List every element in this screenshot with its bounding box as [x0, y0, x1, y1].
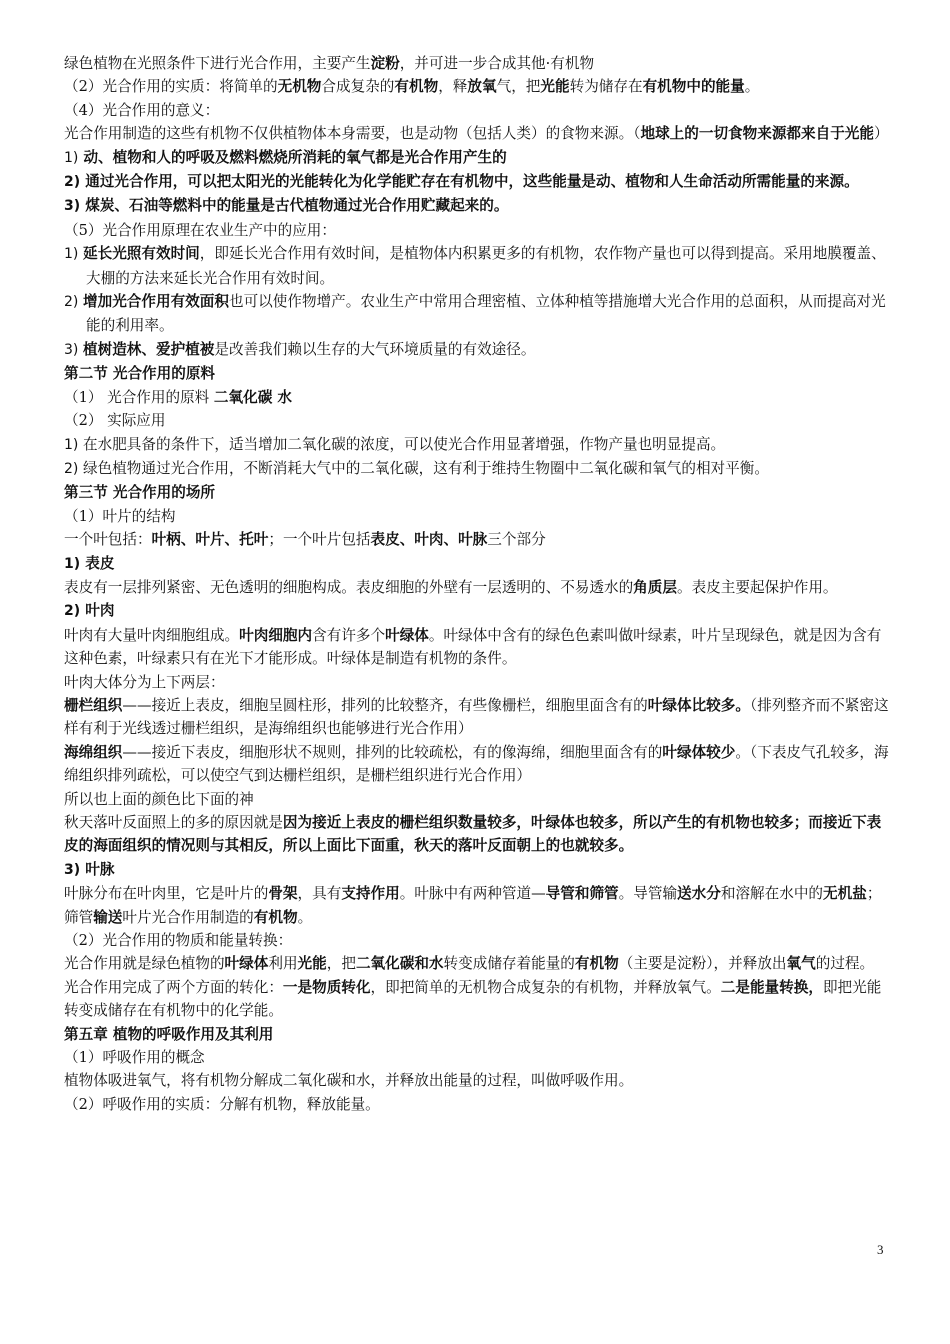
text-run: 1) [64, 246, 79, 263]
text-run: 2) [64, 460, 79, 477]
bold-text: 淀粉 [370, 55, 400, 72]
text-run: 1) [64, 149, 79, 166]
text-run: 光合作用完成了两个方面的转化： [64, 978, 283, 996]
text-run: （主要是淀粉），并释放出 [618, 955, 787, 973]
text-run: 的过程。 [815, 955, 875, 973]
paragraph-line [64, 457, 890, 481]
text-run: （4）光合作用的意义： [64, 101, 220, 119]
paragraph-line [64, 362, 890, 385]
bold-text: 光能 [297, 955, 327, 973]
paragraph-line [64, 146, 890, 170]
text-run: （1）呼吸作用的概念 [64, 1049, 205, 1067]
paragraph-line [64, 528, 890, 551]
text-run: 叶肉有大量叶肉细胞组成。 [64, 626, 240, 644]
paragraph-line [64, 242, 890, 290]
bold-text: 1) [64, 555, 81, 572]
bold-text: 2) [64, 174, 81, 191]
bold-text: 煤炭、石油等燃料中的能量是古代植物通过光合作用贮藏起来的。 [80, 197, 509, 215]
text-run: 转为储存在 [569, 78, 643, 96]
text-run: 和溶解在水中的 [720, 885, 824, 903]
bold-text: 3) [64, 861, 81, 878]
text-run: （1）叶片的结构 [64, 507, 176, 525]
bold-text: 因为接近上表皮的栅栏组织数量较多，叶绿体也较多，所以产生的有机物也较多；而接近下表皮的海面组织的情况则与其相反，所以上面比下面重，秋天的落叶反面朝上的也就较多。 [64, 814, 882, 855]
text-run: 光合作用就是绿色植物的 [64, 955, 225, 973]
text-run: 即把光能转变成储存在有机物中的化学能。 [64, 978, 882, 1020]
paragraph-line [64, 929, 890, 952]
bold-text: 光能 [540, 78, 570, 96]
bold-text: 二氧化碳 水 [213, 388, 292, 406]
text-run: ） [873, 125, 889, 143]
bold-text: 一是物质转化 [282, 978, 371, 996]
text-run: 表皮有一层排列紧密、无色透明的细胞构成。表皮细胞的外壁有一层透明的、不易透水的 [64, 578, 634, 596]
paragraph-line [64, 952, 890, 975]
text-run: （1） 光合作用的原料 [64, 388, 214, 406]
text-run: 利用 [268, 955, 298, 973]
paragraph-line [64, 624, 890, 671]
bold-text: 无机盐 [823, 885, 867, 903]
text-run: 。导管输 [618, 885, 678, 903]
paragraph-line [64, 99, 890, 122]
bold-text: 叶绿体比较多。 [647, 696, 750, 714]
paragraph-line [64, 409, 890, 432]
paragraph-line [64, 552, 890, 576]
bold-text: 延长光照有效时间 [83, 245, 200, 263]
paragraph-line [64, 976, 890, 1023]
text-run: 。（下表皮气孔较多，海绵组织排列疏松，可以使空气到达栅栏组织，是栅栏组织进行光合作用） [64, 743, 889, 785]
text-run: 叶片光合作用制造的 [122, 908, 254, 926]
text-run: 3) [64, 341, 79, 358]
text-run: （排列整齐而不紧密这样有利于光线透过栅栏组织，是海绵组织也能够进行光合作用） [64, 696, 889, 738]
text-run: ，把 [326, 955, 356, 973]
bold-text: 第五章 植物的呼吸作用及其利用 [64, 1025, 274, 1043]
bold-text: 表皮 [80, 554, 115, 572]
text-run: 三个部分 [487, 531, 546, 549]
page-number: 3 [877, 1242, 884, 1257]
text-run: 秋天落叶反面照上的多的原因就是 [64, 814, 283, 831]
text-run: （5）光合作用原理在农业生产中的应用： [64, 221, 336, 239]
text-run: 含有许多个 [312, 626, 386, 644]
bold-text: 氧气 [786, 955, 816, 973]
text-run: ，即延长光合作用有效时间，是植物体内积累更多的有机物，农作物产量也可以得到提高。采用地膜覆盖、大棚的方法来延长光合作用有效时间。 [86, 245, 886, 287]
bold-text: 增加光合作用有效面积 [83, 293, 229, 311]
bold-text: 通过光合作用，可以把太阳光的光能转化为化学能贮存在有机物中，这些能量是动、植物和人生命活动所需能量的来源。 [80, 173, 859, 191]
paragraph-line [64, 52, 890, 75]
bold-text: 送水分 [677, 885, 721, 903]
bold-text: 叶柄、叶片、托叶 [151, 531, 269, 549]
document-page [64, 52, 890, 1116]
text-run: （2）光合作用的物质和能量转换： [64, 932, 293, 950]
text-run: （2）光合作用的实质：将简单的 [64, 78, 278, 96]
bold-text: 叶绿体较少 [662, 743, 736, 761]
text-run: 。 [744, 78, 760, 96]
bold-text: 叶绿体 [385, 626, 429, 644]
bold-text: 二是能量转换， [720, 978, 823, 996]
paragraph-line [64, 858, 890, 882]
paragraph-line [64, 882, 890, 929]
text-run: 植物体吸进氧气，将有机物分解成二氧化碳和水，并释放出能量的过程，叫做呼吸作用。 [64, 1072, 634, 1090]
bold-text: 叶绿体 [224, 955, 269, 973]
paragraph-line [64, 219, 890, 242]
paragraph-line [64, 290, 890, 338]
bold-text: 有机物 [574, 955, 619, 973]
text-run: 所以也上面的颜色比下面的神 [64, 790, 254, 808]
text-run: ，并可进一步合成其他·有机物 [399, 55, 595, 72]
bold-text: 叶肉 [80, 602, 115, 620]
bold-text: 第三节 光合作用的场所 [64, 484, 216, 502]
text-run: 合成复杂的 [321, 78, 395, 96]
bold-text: 无机物 [277, 78, 322, 96]
paragraph-line [64, 671, 890, 694]
text-run: 一个叶包括： [64, 531, 152, 549]
bold-text: 表皮、叶肉、叶脉 [370, 531, 488, 549]
paragraph-line [64, 170, 890, 194]
bold-text: 栅栏组织 [64, 696, 123, 714]
text-run: 1) [64, 436, 79, 453]
text-run: 在水肥具备的条件下，适当增加二氧化碳的浓度，可以使光合作用显著增强，作物产量也明显提高。 [78, 435, 726, 453]
bold-text: 2) [64, 603, 81, 620]
bold-text: 二氧化碳和水 [355, 955, 444, 973]
paragraph-line [64, 576, 890, 599]
text-run: 。 [297, 908, 313, 926]
text-run: 叶脉分布在叶肉里，它是叶片的 [64, 885, 269, 903]
bold-text: 有机物中的能量 [642, 78, 745, 96]
text-run: （2） 实际应用 [64, 412, 166, 430]
bold-text: 叶肉细胞内 [239, 626, 313, 644]
bold-text: 放氧 [467, 78, 497, 96]
text-run: 。叶绿体中含有的绿色色素叫做叶绿素，叶片呈现绿色，就是因为含有这种色素，叶绿素只有在光下才能形成。叶绿体是制造有机物的条件。 [64, 626, 882, 668]
text-run: ，即把简单的无机物合成复杂的有机物，并释放氧气。 [370, 978, 721, 996]
bold-text: 地球上的一切食物来源都来自于光能 [640, 125, 874, 143]
paragraph-line [64, 433, 890, 457]
paragraph-line [64, 694, 890, 741]
text-run: ——接近下表皮，细胞形状不规则，排列的比较疏松，有的像海绵，细胞里面含有的 [122, 743, 663, 761]
bold-text: 输送 [93, 908, 123, 926]
bold-text: 植树造林、爱护植被 [83, 340, 215, 358]
bold-text: 支持作用 [341, 885, 400, 903]
text-run: ，具有 [297, 885, 342, 903]
text-run: ；一个叶片包括 [268, 531, 371, 549]
text-run: 转变成储存着能量的 [443, 955, 575, 973]
text-run: ，释 [438, 78, 468, 96]
text-run: ——接近上表皮，细胞呈圆柱形，排列的比较整齐，有些像栅栏，细胞里面含有的 [122, 696, 648, 714]
paragraph-line [64, 386, 890, 409]
bold-text: 海绵组织 [64, 743, 123, 761]
paragraph-line [64, 811, 890, 858]
paragraph-line [64, 194, 890, 218]
paragraph-line [64, 481, 890, 504]
paragraph-line [64, 1069, 890, 1092]
text-run: （2）呼吸作用的实质：分解有机物，释放能量。 [64, 1095, 380, 1113]
paragraph-line [64, 741, 890, 788]
paragraph-line [64, 338, 890, 362]
bold-text: 有机物 [253, 908, 298, 926]
text-run: 是改善我们赖以生存的大气环境质量的有效途径。 [214, 340, 536, 358]
paragraph-line [64, 505, 890, 528]
text-run: 光合作用制造的这些有机物不仅供植物体本身需要，也是动物（包括人类）的食物来源。（ [64, 125, 641, 143]
bold-text: 有机物 [394, 78, 439, 96]
text-run: 。叶脉中有两种管道— [399, 885, 546, 903]
bold-text: 动、植物和人的呼吸及燃料燃烧所消耗的氧气都是光合作用产生的 [78, 148, 507, 166]
text-run: 叶肉大体分为上下两层： [64, 673, 225, 691]
bold-text: 角质层 [633, 578, 677, 596]
paragraph-line [64, 599, 890, 623]
text-run: 气，把 [496, 78, 541, 96]
paragraph-line [64, 1023, 890, 1046]
text-run: 也可以使作物增产。农业生产中常用合理密植、立体种植等措施增大光合作用的总面积，从而提高对光能的利用率。 [86, 293, 886, 335]
bold-text: 3) [64, 198, 81, 215]
paragraph-line [64, 1046, 890, 1069]
paragraph-line [64, 122, 890, 145]
text-run: 绿色植物通过光合作用，不断消耗大气中的二氧化碳，这有利于维持生物圈中二氧化碳和氧气的相对平衡。 [78, 459, 769, 477]
bold-text: 叶脉 [80, 860, 115, 878]
bold-text: 骨架 [268, 885, 298, 903]
text-run: 2) [64, 294, 79, 311]
text-run: ；筛管 [64, 885, 882, 926]
paragraph-line [64, 788, 890, 811]
paragraph-line [64, 1093, 890, 1116]
bold-text: 导管和筛管 [545, 885, 619, 903]
text-run: 。表皮主要起保护作用。 [676, 578, 838, 596]
paragraph-line [64, 75, 890, 98]
bold-text: 第二节 光合作用的原料 [64, 365, 216, 383]
text-run: 绿色植物在光照条件下进行光合作用，主要产生 [64, 55, 371, 72]
